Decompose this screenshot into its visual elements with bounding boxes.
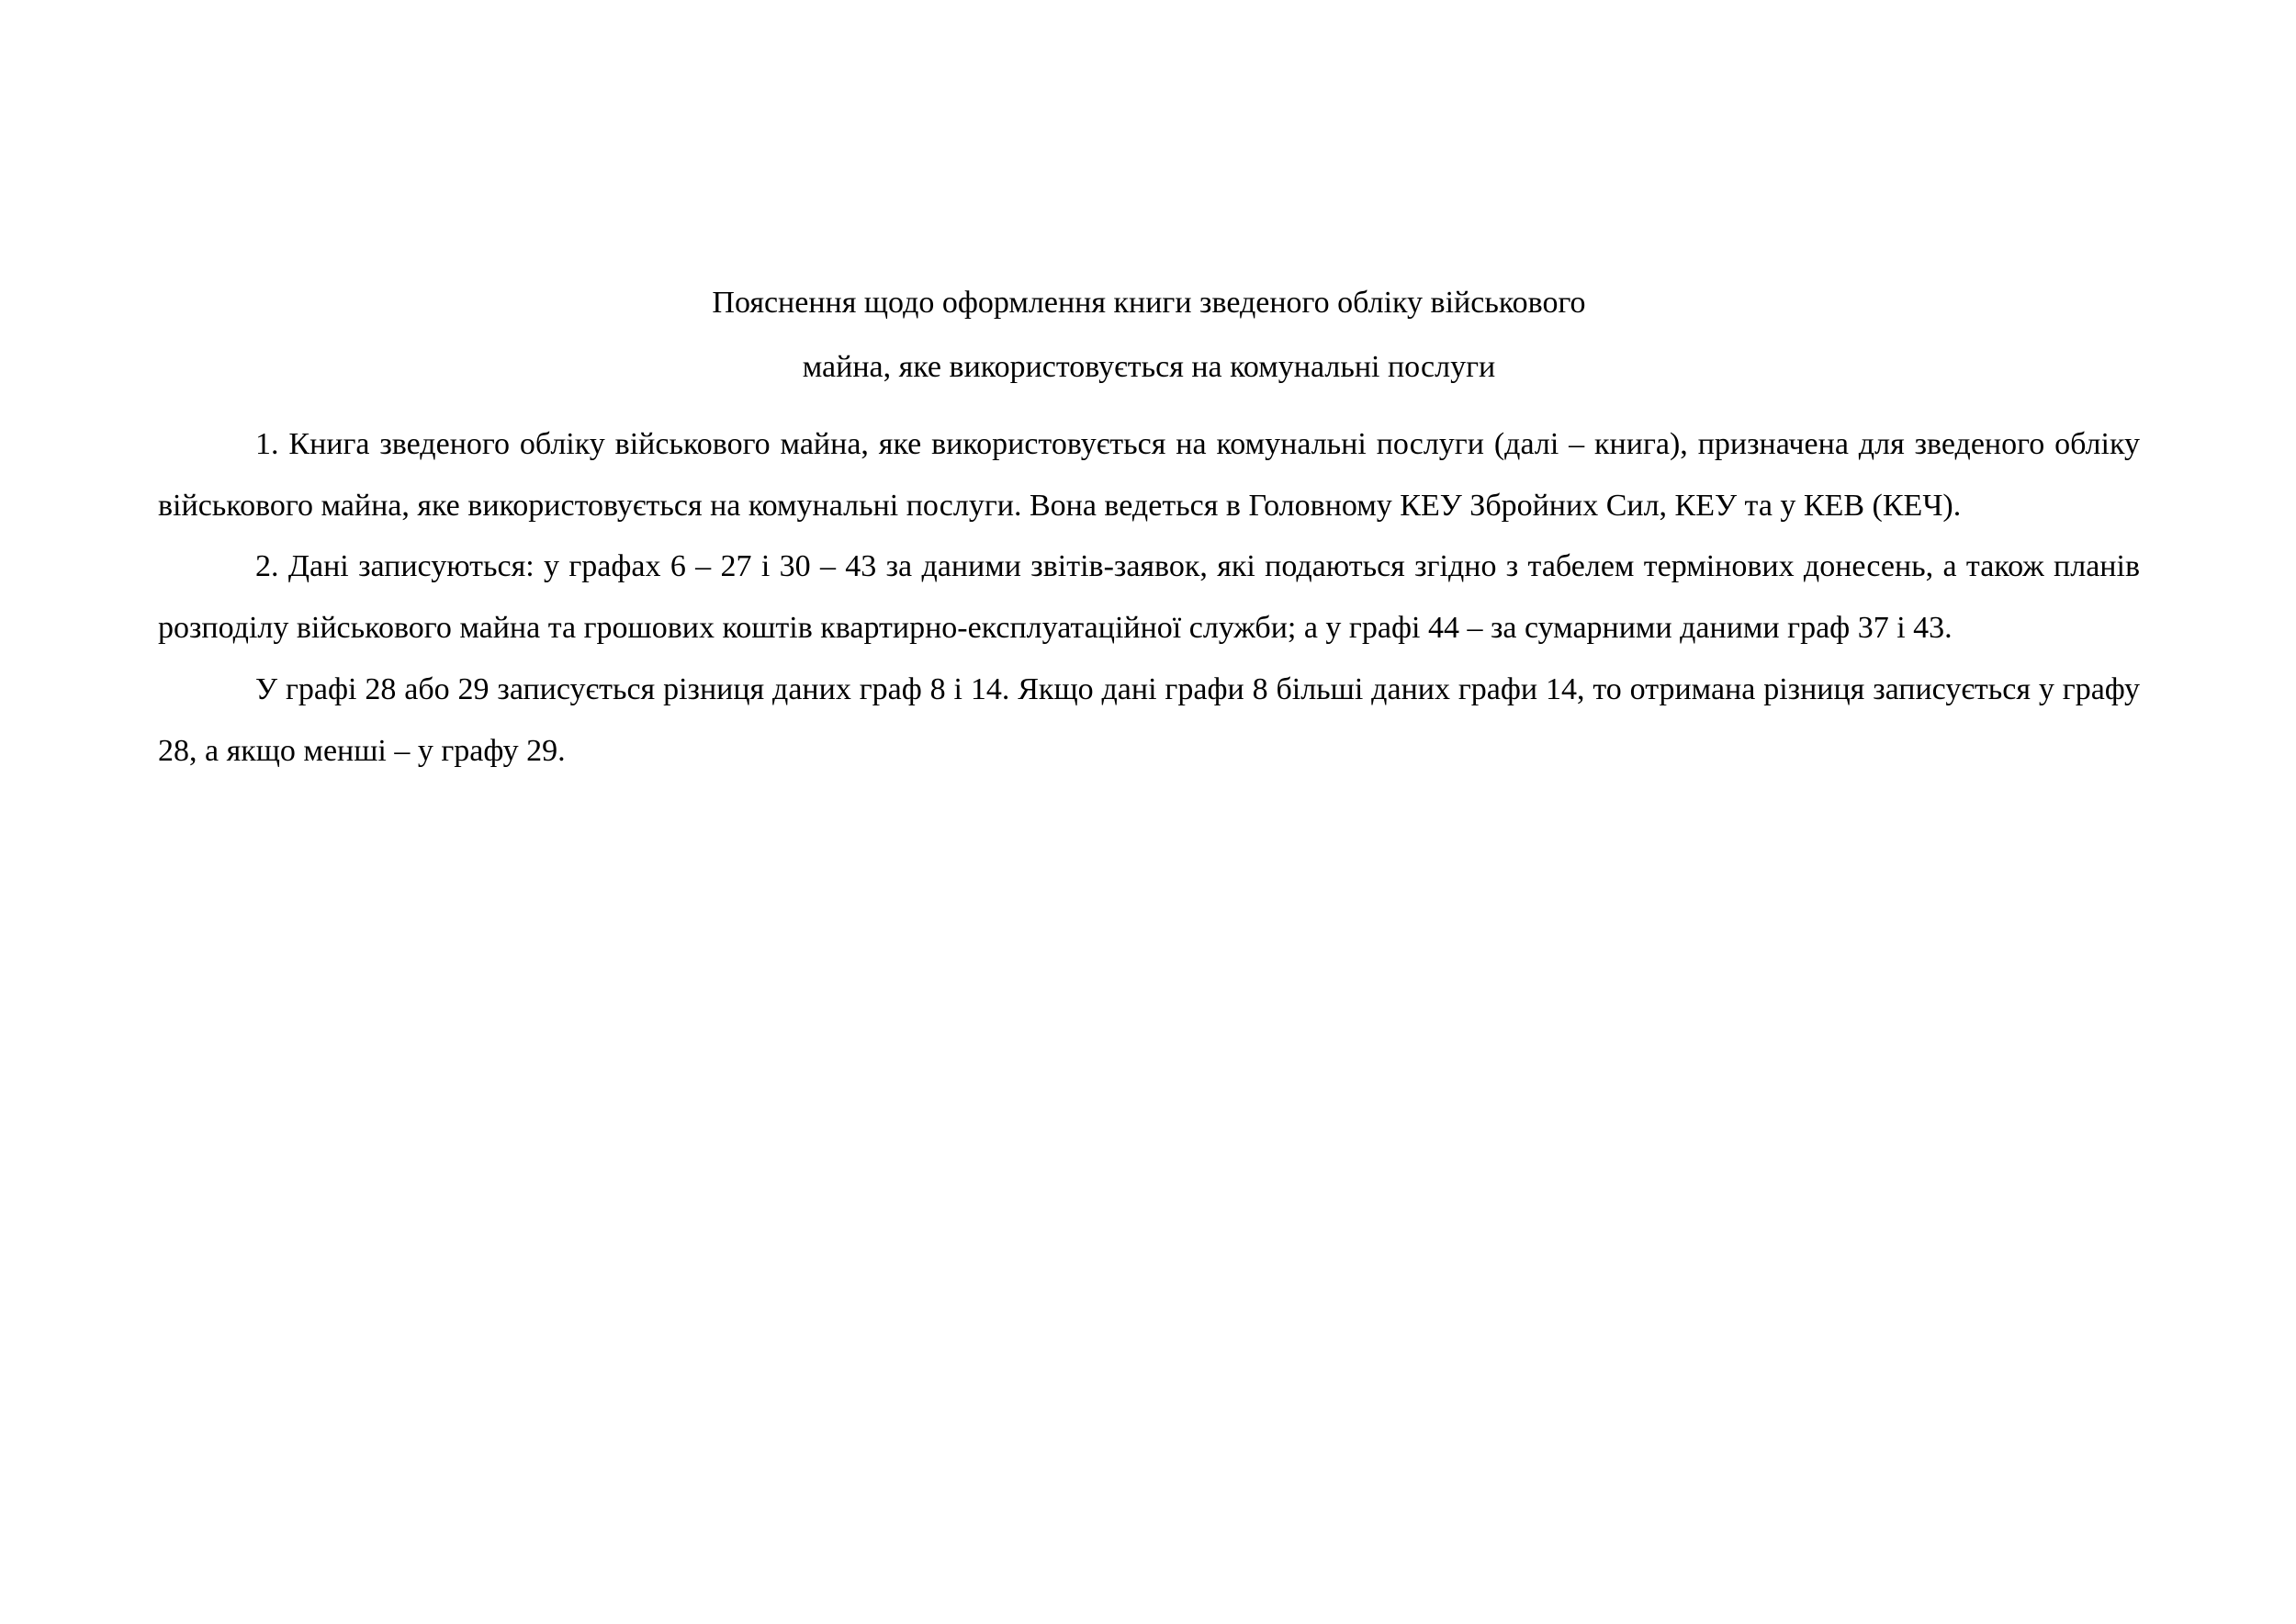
title-line-2: майна, яке використовується на комунальні послуги — [802, 350, 1496, 384]
paragraph-1: 1. Книга зведеного обліку військового майна, яке використовується на комунальні послуги (далі – книга), призначена для зведеного обліку військового майна, яке використовується на комунальні послуги. Вона ведеться в Головному КЕУ Збройних Сил, КЕУ та у КЕВ (КЕЧ). — [158, 427, 2140, 523]
paragraph-3: У графі 28 або 29 записується різниця даних граф 8 і 14. Якщо дані графи 8 більші даних графи 14, то отримана різниця записується у графу 28, а якщо менші – у графу 29. — [158, 671, 2140, 768]
document-title — [158, 271, 2140, 400]
paragraph-2: 2. Дані записуються: у графах 6 – 27 і 30 – 43 за даними звітів-заявок, які подаються згідно з табелем термінових донесень, а також планів розподілу військового майна та грошових коштів квартирно-експлуатаційної служби; а у графі 44 – за сумарними даними граф 37 і 43. — [158, 549, 2140, 646]
document-body — [158, 414, 2140, 782]
title-line-1: Пояснення щодо оформлення книги зведеного обліку військового — [712, 286, 1586, 320]
